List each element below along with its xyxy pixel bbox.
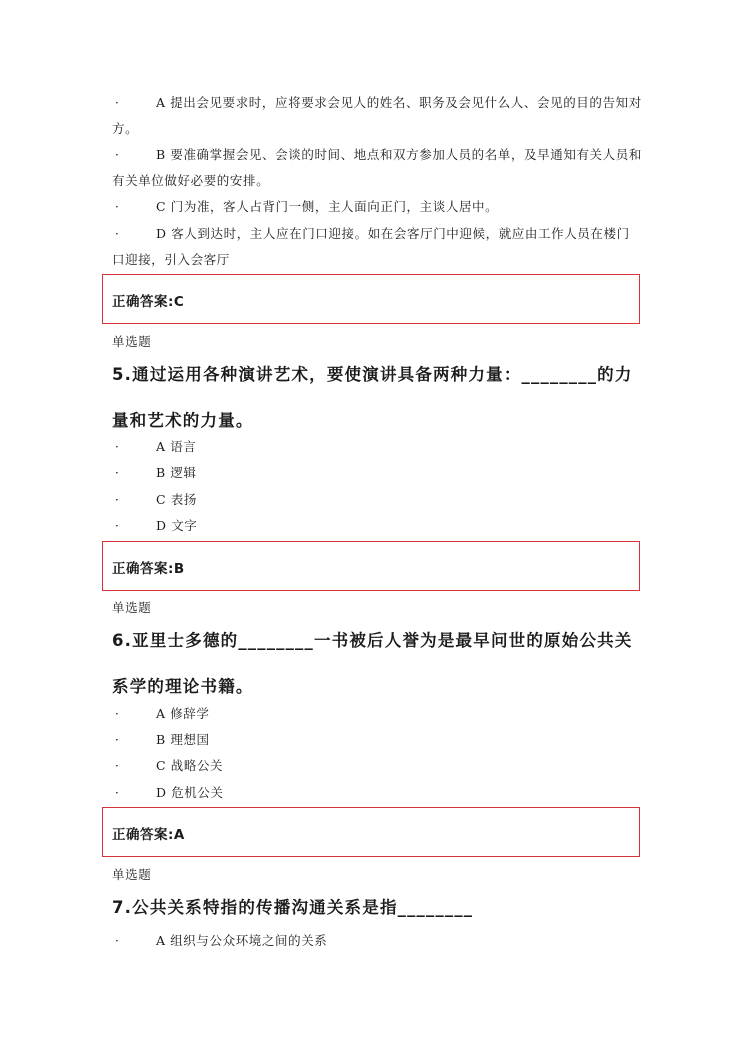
q7-type: 单选题	[112, 867, 152, 882]
q6-type: 单选题	[112, 600, 152, 615]
q4-option-a	[112, 90, 642, 142]
q5-option-a	[112, 434, 642, 460]
bullet: ·	[115, 96, 120, 110]
q7-option-a	[112, 928, 642, 954]
q6-answer: 正确答案:A	[112, 827, 185, 843]
q6-question: 6.亚里士多德的________一书被后人誉为是最早问世的原始公共关系学的理论书籍。	[112, 631, 633, 696]
q6-option-d	[112, 780, 642, 806]
q5-option-d	[112, 513, 642, 539]
bullet: ·	[115, 200, 120, 214]
q5-option-a-text: A 语言	[156, 439, 197, 454]
bullet: ·	[115, 148, 120, 162]
q7-question: 7.公共关系特指的传播沟通关系是指________	[112, 898, 474, 917]
q7-option-a-text: A 组织与公众环境之间的关系	[156, 933, 328, 948]
q6-option-b	[112, 727, 642, 753]
q4-option-b	[112, 142, 642, 194]
bullet: ·	[115, 227, 120, 241]
q6-option-c-text: C 战略公关	[156, 758, 224, 773]
bullet: ·	[115, 519, 120, 533]
q5-type: 单选题	[112, 334, 152, 349]
bullet: ·	[115, 707, 120, 721]
q5-option-c	[112, 487, 642, 513]
q4-option-d	[112, 221, 642, 273]
q5-question: 5.通过运用各种演讲艺术，要使演讲具备两种力量：________的力量和艺术的力量。	[112, 365, 633, 430]
q4-answer-box	[102, 274, 640, 324]
bullet: ·	[115, 759, 120, 773]
q5-option-b	[112, 460, 642, 486]
bullet: ·	[115, 493, 120, 507]
q4-option-b-text: B 要准确掌握会见、会谈的时间、地点和双方参加人员的名单，及早通知有关人员和有关单位做好必要的安排。	[112, 147, 642, 188]
q6-option-a	[112, 701, 642, 727]
q6-option-b-text: B 理想国	[156, 732, 210, 747]
bullet: ·	[115, 934, 120, 948]
q4-option-d-text: D 客人到达时，主人应在门口迎接。如在会客厅门中迎候，就应由工作人员在楼门口迎接，引入会客厅	[112, 226, 630, 267]
q6-option-d-text: D 危机公关	[156, 785, 224, 800]
bullet: ·	[115, 786, 120, 800]
q4-answer: 正确答案:C	[112, 294, 185, 310]
q6-option-c	[112, 753, 642, 779]
q5-answer: 正确答案:B	[112, 561, 185, 577]
q5-option-b-text: B 逻辑	[156, 465, 197, 480]
q4-option-a-text: A 提出会见要求时，应将要求会见人的姓名、职务及会见什么人、会见的目的告知对方。	[112, 95, 642, 136]
bullet: ·	[115, 440, 120, 454]
q4-option-c	[112, 194, 642, 220]
bullet: ·	[115, 466, 120, 480]
q5-option-c-text: C 表扬	[156, 492, 197, 507]
q6-option-a-text: A 修辞学	[156, 706, 210, 721]
q5-answer-box	[102, 541, 640, 591]
bullet: ·	[115, 733, 120, 747]
q4-option-c-text: C 门为准，客人占背门一侧，主人面向正门，主谈人居中。	[156, 199, 499, 214]
q6-answer-box	[102, 807, 640, 857]
q5-option-d-text: D 文字	[156, 518, 198, 533]
